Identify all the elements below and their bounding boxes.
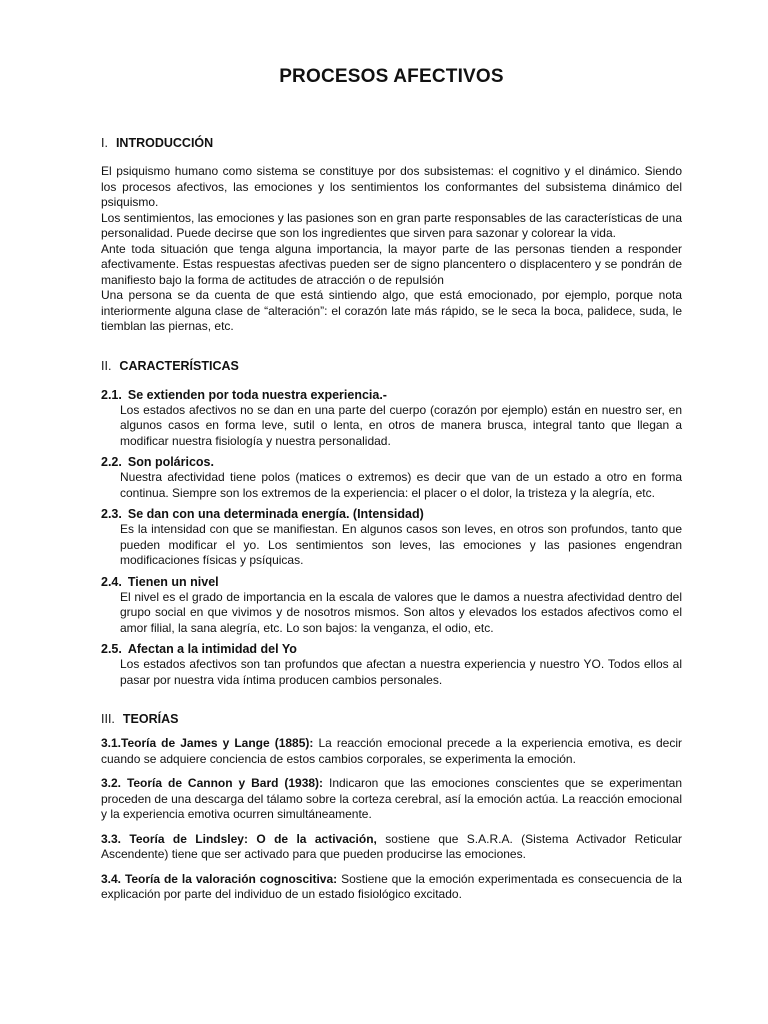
section-number: II. xyxy=(101,358,112,373)
item-body: Los estados afectivos no se dan en una parte del cuerpo (corazón por ejemplo) están en nuestro ser, en algunos casos en forma leve, sutil o lenta, en otros de manera brusca, integral tanto que llegan a modificar nuestra fisiología y nuestra personalidad. xyxy=(120,402,682,448)
section-title: TEORÍAS xyxy=(122,712,179,726)
item-number: 2.2. xyxy=(101,455,122,469)
section-title: INTRODUCCIÓN xyxy=(115,136,214,150)
item-body: El nivel es el grado de importancia en la escala de valores que le damos a nuestra afectividad dentro del grupo social en que vivimos y de nosotros mismos. Son altos y elevados los estados afectivos como el amor filial, la sana alegría, etc. Lo son bajos: la venganza, el odio, etc. xyxy=(120,589,682,635)
item-number: 2.5. xyxy=(101,642,122,656)
theory-item xyxy=(101,832,682,863)
item-title: Se extienden por toda nuestra experiencia.- xyxy=(127,387,387,402)
theory-text: La reacción emocional precede a la experiencia emotiva, es decir cuando se adquiere conciencia de estos cambios corporales, se experimenta la emoción. xyxy=(101,736,682,766)
characteristic-item xyxy=(101,574,682,637)
theory-item xyxy=(101,776,682,823)
theory-title: 3.1.Teoría de James y Lange (1885): xyxy=(101,736,314,750)
intro-paragraph: El psiquismo humano como sistema se constituye por dos subsistemas: el cognitivo y el dinámico. Siendo los procesos afectivos, las emociones y los sentimientos los conformantes del subsistema dinámico del psiquismo. xyxy=(101,164,682,209)
section-heading-teorias xyxy=(101,712,682,726)
theory-title: 3.3. Teoría de Lindsley: O de la activación, xyxy=(101,831,377,846)
item-title: Tienen un nivel xyxy=(127,574,219,589)
item-body: Es la intensidad con que se manifiestan. En algunos casos son leves, en otros son profundos, tanto que pueden modificar el yo. Los sentimientos son leves, las emociones y las pasiones engendran modificaciones físicas y psíquicas. xyxy=(120,522,682,567)
item-title: Se dan con una determinada energía. (Intensidad) xyxy=(127,507,424,521)
item-number: 2.1. xyxy=(101,387,122,402)
item-body: Nuestra afectividad tiene polos (matices o extremos) es decir que van de un estado a otro en forma continua. Siempre son los extremos de la experiencia: el placer o el dolor, la tristeza y la alegría, etc. xyxy=(120,470,682,500)
item-number: 2.3. xyxy=(101,507,122,521)
page-title: PROCESOS AFECTIVOS xyxy=(279,66,504,87)
item-title: Son poláricos. xyxy=(127,455,214,469)
section-heading-introduccion xyxy=(101,136,682,150)
intro-paragraph: Ante toda situación que tenga alguna importancia, la mayor parte de las personas tienden a responder afectivamente. Estas respuestas afectivas pueden ser de signo plancentero o displacentero y se pondrán de manifiesto bajo la forma de actitudes de atracción o de repulsión xyxy=(101,241,682,287)
theory-text: Sostiene que la emoción experimentada es consecuencia de la explicación por parte del individuo de un estado fisiológico excitado. xyxy=(101,871,682,901)
section-number: I. xyxy=(101,136,108,150)
item-number: 2.4. xyxy=(101,574,122,589)
section-title: CARACTERÍSTICAS xyxy=(119,358,239,373)
characteristic-item xyxy=(101,454,682,501)
item-body: Los estados afectivos son tan profundos que afectan a nuestra experiencia y nuestro YO. Todos ellos al pasar por nuestra vida íntima producen cambios personales. xyxy=(120,657,682,687)
section-heading-caracteristicas xyxy=(101,359,682,373)
characteristic-item xyxy=(101,506,682,569)
theory-text: sostiene que S.A.R.A. (Sistema Activador Reticular Ascendente) tiene que ser activado para que pueden producirse las emociones. xyxy=(101,831,682,861)
theory-item xyxy=(101,736,682,767)
theory-item xyxy=(101,872,682,903)
intro-paragraph: Los sentimientos, las emociones y las pasiones son en gran parte responsables de las características de una personalidad. Puede decirse que son los ingredientes que sirven para sazonar y colorear la vida. xyxy=(101,210,682,240)
characteristic-item xyxy=(101,387,682,450)
theory-title: 3.4. Teoría de la valoración cognoscitiva: xyxy=(101,871,338,886)
theory-title: 3.2. Teoría de Cannon y Bard (1938): xyxy=(101,776,324,790)
intro-body xyxy=(101,164,682,335)
theory-text: Indicaron que las emociones conscientes que se experimentan proceden de una descarga del tálamo sobre la corteza cerebral, así la emoción actúa. La reacción emocional y la experiencia emotiva ocurren simultáneamente. xyxy=(101,776,682,821)
characteristic-item xyxy=(101,641,682,688)
section-number: III. xyxy=(101,712,115,726)
item-title: Afectan a la intimidad del Yo xyxy=(127,642,297,656)
intro-paragraph: Una persona se da cuenta de que está sintiendo algo, que está emocionado, por ejemplo, porque nota interiormente alguna clase de “alteración”: el corazón late más rápido, se le seca la boca, palidece, suda, le tiemblan las piernas, etc. xyxy=(101,288,682,333)
